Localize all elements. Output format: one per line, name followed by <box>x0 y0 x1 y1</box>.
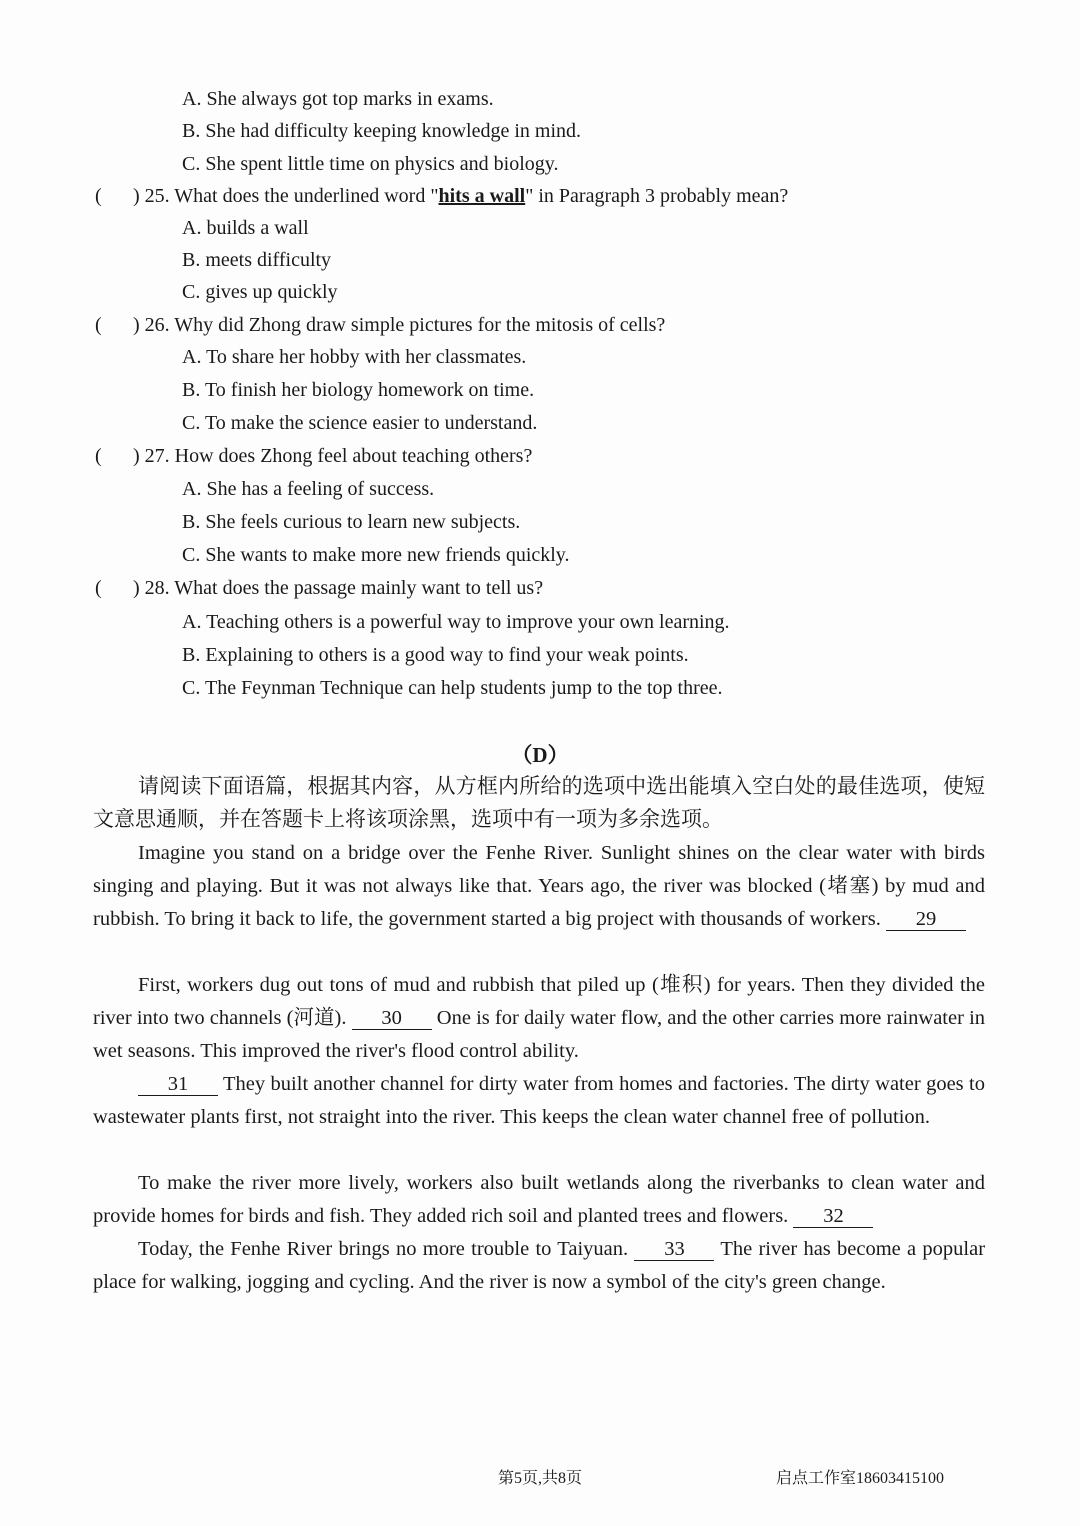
option-text: C. To make the science easier to understand. <box>182 412 538 434</box>
option-text: A. To share her hobby with her classmates. <box>182 346 527 368</box>
paragraph-text: The river has become a popular place for walking, jogging and cycling. And the river is now a symbol of the city's green change. <box>93 1238 986 1293</box>
question-26: ) 26. Why did Zhong draw simple pictures for the mitosis of cells? <box>133 314 666 336</box>
option-text: B. Explaining to others is a good way to find your weak points. <box>182 644 689 666</box>
option-text: B. To finish her biology homework on time. <box>182 379 535 401</box>
option-text: A. She always got top marks in exams. <box>182 88 494 110</box>
passage-paragraph-2 <box>93 969 985 1068</box>
passage-paragraph-3 <box>93 1068 985 1134</box>
question-text: " in Paragraph 3 probably mean? <box>525 185 789 207</box>
passage-paragraph-4 <box>93 1167 985 1233</box>
option-text: C. She wants to make more new friends quickly. <box>182 544 570 566</box>
answer-paren: ( <box>95 185 102 207</box>
option-text: B. She feels curious to learn new subjects. <box>182 511 521 533</box>
question-text: ) 25. What does the underlined word " <box>133 185 439 207</box>
option-text: A. Teaching others is a powerful way to improve your own learning. <box>182 611 730 633</box>
option-text: C. She spent little time on physics and biology. <box>182 153 559 175</box>
paragraph-text: To make the river more lively, workers also built wetlands along the riverbanks to clean water and provide homes for birds and fish. They added rich soil and planted trees and flowers. <box>93 1172 985 1227</box>
question-25 <box>133 183 788 209</box>
option-text: B. meets difficulty <box>182 249 332 271</box>
paragraph-text: They built another channel for dirty water from homes and factories. The dirty water goes to wastewater plants first, not straight into the river. This keeps the clean water channel free of pollution. <box>93 1073 985 1128</box>
blank-32: 32 <box>793 1205 873 1228</box>
blank-30: 30 <box>352 1007 432 1030</box>
passage-paragraph-5 <box>93 1233 985 1299</box>
blank-29: 29 <box>886 908 966 931</box>
answer-paren: ( <box>95 577 102 599</box>
paragraph-text: Today, the Fenhe River brings no more trouble to Taiyuan. <box>138 1238 629 1260</box>
section-instructions: 请阅读下面语篇，根据其内容，从方框内所给的选项中选出能填入空白处的最佳选项，使短文意思通顺，并在答题卡上将该项涂黑，选项中有一项为多余选项。 <box>93 774 985 831</box>
option-text: B. She had difficulty keeping knowledge in mind. <box>182 120 582 142</box>
paragraph-text: One is for daily water flow, and the other carries more rainwater in wet seasons. This improved the river's flood control ability. <box>93 1007 986 1062</box>
blank-31: 31 <box>138 1073 218 1096</box>
blank-33: 33 <box>634 1238 714 1261</box>
paragraph-text: First, workers dug out tons of mud and rubbish that piled up (堆积) for years. Then they divided the river into two channels (河道). <box>93 974 985 1029</box>
option-text: A. builds a wall <box>182 217 309 239</box>
passage-paragraph-1 <box>93 837 985 936</box>
section-heading: （D） <box>511 743 569 767</box>
underlined-phrase: hits a wall <box>438 185 526 207</box>
studio-credit: 启点工作室18603415100 <box>776 1470 945 1487</box>
question-27: ) 27. How does Zhong feel about teaching others? <box>133 445 533 467</box>
answer-paren: ( <box>95 445 102 467</box>
option-text: C. The Feynman Technique can help students jump to the top three. <box>182 677 723 699</box>
page-number: 第5页,共8页 <box>497 1470 582 1487</box>
answer-paren: ( <box>95 314 102 336</box>
question-28: ) 28. What does the passage mainly want to tell us? <box>133 577 544 599</box>
option-text: C. gives up quickly <box>182 281 338 303</box>
option-text: A. She has a feeling of success. <box>182 478 435 500</box>
paragraph-text: Imagine you stand on a bridge over the Fenhe River. Sunlight shines on the clear water with birds singing and playing. But it was not always like that. Years ago, the river was blocked (堵塞) by mud and rubbish. To bring it back to life, the government started a big project with thousands of workers. <box>93 842 985 930</box>
